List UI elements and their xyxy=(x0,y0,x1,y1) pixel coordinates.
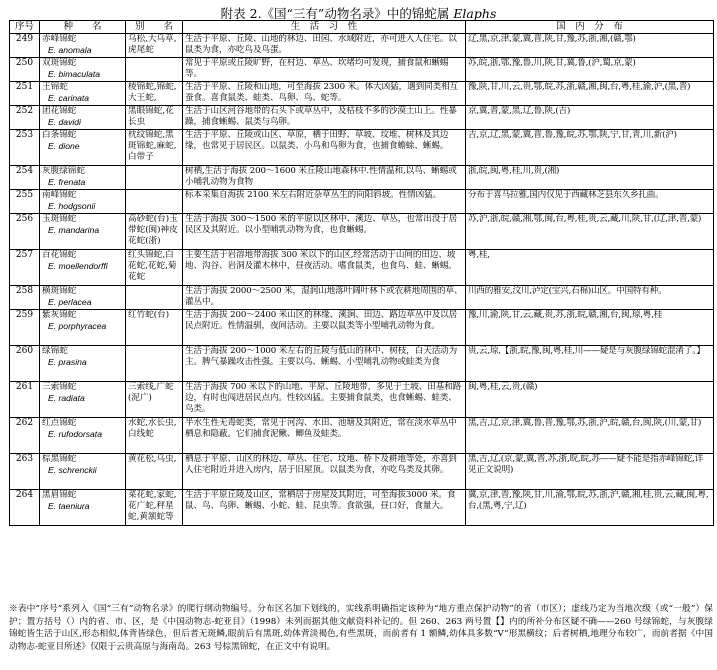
alias-cell xyxy=(126,190,183,214)
species-latin-name: E. mandarina xyxy=(48,225,100,235)
species-latin-name: E. moellendorffi xyxy=(48,261,108,271)
table-row xyxy=(10,346,714,382)
habit-cell: 标本采集自海拔 2100 米左右附近杂草丛生的向阳斜坡。性情凶猛。 xyxy=(183,190,466,214)
habit-cell: 栖息于平原、山区的林边、草丛、住宅、坟地、桥下及耕地等处，亦喜到人住宅附近并进入房内，居于旧屋顶。以鼠类为食，亦吃鸟类及其卵。 xyxy=(183,454,466,490)
row-number: 254 xyxy=(10,166,40,190)
species-latin-name: E. carinata xyxy=(48,93,90,103)
species-chinese-name: 黑眉锦蛇 xyxy=(42,490,77,500)
table-row xyxy=(10,82,714,106)
species-chinese-name: 棕黑锦蛇 xyxy=(42,454,77,464)
table-row xyxy=(10,190,714,214)
distribution-cell: 豫,川,渝,陕,甘,云,藏,贵,苏,浙,皖,赣,湘,台,闽,琼,粤,桂 xyxy=(466,310,714,346)
species-cell xyxy=(40,130,126,166)
table-row xyxy=(10,310,714,346)
habit-cell: 生活于山区河谷地带的石头下或草丛中，及枯枝不多的沙漠土山上。性暴躁，捕食蜥蜴、鼠类与鸟卵。 xyxy=(183,106,466,130)
species-latin-name: E. radiata xyxy=(48,393,85,403)
species-latin-name: E. dione xyxy=(48,141,80,151)
row-number: 256 xyxy=(10,214,40,250)
species-cell xyxy=(40,82,126,106)
row-number: 263 xyxy=(10,454,40,490)
table-header-row xyxy=(10,21,714,34)
row-number: 258 xyxy=(10,286,40,310)
habit-cell: 生活于海拔 200～2400 米山区的林缘、溪涧、田边、路边草丛中及以居民点附近。性情温驯，夜间活动。主要以鼠类等小型哺乳动物为食。 xyxy=(183,310,466,346)
alias-cell: 高砂蛇(台)玉带蛇(闽)神皮花蛇(浙) xyxy=(126,214,183,250)
distribution-cell: 浙,皖,闽,粤,桂,川,贵,(湘) xyxy=(466,166,714,190)
distribution-cell: 贵,云,琼,【浙,皖,豫,闽,粤,桂,川——疑是与灰腹绿锦蛇混淆了。】 xyxy=(466,346,714,382)
table-row xyxy=(10,286,714,310)
alias-cell xyxy=(126,166,183,190)
habit-cell: 生活于平原丘陵及山区，常栖居于房屋及其附近，可至海拔3000 米。食鼠、鸟、鸟卵、蜥蜴、小蛇、蛙、昆虫等。食欲强，昼口好，食量大。 xyxy=(183,490,466,526)
species-latin-name: E. davidi xyxy=(48,117,81,127)
alias-cell: 枕纹锦蛇,黑斑锦蛇,麻蛇,白带子 xyxy=(126,130,183,166)
row-number: 255 xyxy=(10,190,40,214)
alias-cell: 水蛇,水长虫,白线蛇 xyxy=(126,418,183,454)
distribution-cell: 吉,京,辽,黑,蒙,冀,晋,鲁,豫,皖,苏,鄂,陕,宁,甘,青,川,新(沪) xyxy=(466,130,714,166)
species-chinese-name: 紫灰锦蛇 xyxy=(42,310,77,320)
alias-cell: 红头锦蛇,白花蛇,花蛇,菊花蛇 xyxy=(126,250,183,286)
distribution-cell: 苏,皖,浙,鄂,豫,鲁,川,陕,甘,冀,鲁,(沪,蜀,京,蒙) xyxy=(466,58,714,82)
table-row xyxy=(10,34,714,58)
table-row xyxy=(10,490,714,526)
species-table xyxy=(9,20,714,526)
alias-cell: 黑眼锦蛇,花长虫 xyxy=(126,106,183,130)
species-cell xyxy=(40,382,126,418)
habit-cell: 生活于海拔 200～1000 米左右的丘陵与低山的林中、树枝，白天活动为主。脾气暴躁攻击性强。主要以鸟、蜥蜴、小型哺乳动物或蛙类为食 xyxy=(183,346,466,382)
distribution-cell: 川西的雅安,汶川,泸定(宝兴,石棉)山区。中国特有种。 xyxy=(466,286,714,310)
species-latin-name: E. schrenckii xyxy=(48,465,97,475)
species-chinese-name: 玉斑锦蛇 xyxy=(42,214,77,224)
habit-cell: 生活于海拔 2000～2500 米，湿润山地落叶阔叶林下或农耕地周围的草、灌丛中。 xyxy=(183,286,466,310)
header-no: 序号 xyxy=(10,21,40,34)
species-chinese-name: 南峰锦蛇 xyxy=(42,190,77,200)
habit-cell: 常见于平原或丘陵旷野，在村边、草丛、坎堵均可发现，捕食鼠和蜥蜴等。 xyxy=(183,58,466,82)
species-latin-name: E. rufodorsata xyxy=(48,429,102,439)
habit-cell: 生活于平原、丘陵、山地的林边、田园、水域附近，亦可进入人住宅。以鼠类为食，亦吃鸟及鸟蛋。 xyxy=(183,34,466,58)
species-cell xyxy=(40,166,126,190)
alias-cell: 菜花蛇,家蛇,花广蛇,秤星蛇,黄颔蛇等 xyxy=(126,490,183,526)
row-number: 261 xyxy=(10,382,40,418)
alias-cell: 红竹蛇(台) xyxy=(126,310,183,346)
habit-cell: 生活于海拔 700 米以下的山地、平原、丘陵地带，多见于土坡、田基和路边，有时也闯进居民点内。性较凶猛。主要捕食鼠类，也食蜥蜴、蛙类、鸟类。 xyxy=(183,382,466,418)
alias-cell xyxy=(126,58,183,82)
distribution-cell: 苏,沪,浙,皖,赣,湘,鄂,闽,台,粤,桂,贵,云,藏,川,陕,甘,(辽,津,晋,蒙) xyxy=(466,214,714,250)
species-chinese-name: 绿锦蛇 xyxy=(42,346,68,356)
table-row xyxy=(10,454,714,490)
species-chinese-name: 百花锦蛇 xyxy=(42,250,77,260)
header-distribution: 国 内 分 布 xyxy=(466,21,714,34)
table-row xyxy=(10,166,714,190)
distribution-cell: 黑,吉,辽,京,津,冀,鲁,晋,豫,鄂,苏,浙,沪,皖,赣,台,闽,陕,(川,蒙,甘) xyxy=(466,418,714,454)
table-row xyxy=(10,214,714,250)
table-row xyxy=(10,382,714,418)
species-chinese-name: 横斑锦蛇 xyxy=(42,286,77,296)
distribution-cell: 京,冀,晋,蒙,黑,辽,鲁,陕,(吉) xyxy=(466,106,714,130)
table-body xyxy=(10,34,714,526)
row-number: 252 xyxy=(10,106,40,130)
species-cell xyxy=(40,418,126,454)
habit-cell: 半水生性无毒蛇类，常见于河沟、水田、池塘及其附近，常在淡水草丛中栖息和隐蔽。它们捕食泥鳅、鲫鱼及蛙类。 xyxy=(183,418,466,454)
species-cell xyxy=(40,58,126,82)
distribution-cell: 黑,吉,辽,(京,蒙,冀,晋,苏,浙,晥,皖,苏——疑不能是指赤峰锦蛇,详见正文说明) xyxy=(466,454,714,490)
header-alias: 别 名 xyxy=(126,21,183,34)
header-species: 种 名 xyxy=(40,21,126,34)
species-chinese-name: 三索锦蛇 xyxy=(42,382,77,392)
species-cell xyxy=(40,490,126,526)
alias-cell xyxy=(126,286,183,310)
habit-cell: 生活于海拔 300～1500 米的平原以区林中、溪边、草丛，也常出没于居民区及其附近。以小型哺乳动物为食，也食蜥蜴。 xyxy=(183,214,466,250)
species-chinese-name: 双斑锦蛇 xyxy=(42,58,77,68)
habit-cell: 生活于平原、丘陵和山地，可至海拔 2300 米。体大凶猛，遇到同类相互蚕食。喜食鼠类、蛙类、鸟卵、鸟、蛇等。 xyxy=(183,82,466,106)
species-chinese-name: 赤峰锦蛇 xyxy=(42,34,77,44)
species-cell xyxy=(40,250,126,286)
species-cell xyxy=(40,310,126,346)
table-row xyxy=(10,418,714,454)
row-number: 251 xyxy=(10,82,40,106)
species-cell xyxy=(40,106,126,130)
species-cell xyxy=(40,214,126,250)
species-chinese-name: 白条锦蛇 xyxy=(42,130,77,140)
distribution-cell: 辽,黑,京,津,蒙,冀,晋,陕,甘,豫,苏,浙,湘,(赣,鄂) xyxy=(466,34,714,58)
row-number: 260 xyxy=(10,346,40,382)
distribution-cell: 闽,粤,桂,云,贵,(赣) xyxy=(466,382,714,418)
row-number: 257 xyxy=(10,250,40,286)
table-title-main: 附表 2.《国“三有”动物名录》中的锦蛇属 xyxy=(220,6,450,21)
footnote: ※表中“序号”系列入《国“三有”动物名录》的爬行纲动物编号。分布区名加下划线的，实线系明确指定该种为“地方重点保护动物”的省（市区）；虚线乃定为当地次级（或“一般”）保护；置方括号（）内的省、市、区，是《中国动物志-蛇亚目》（1998）未列而据其他文献资料补记的。但 260、263 两号置【】内的所补分布区疑不确——260 号绿锦蛇，与灰腹绿锦蛇皆生活于山区,形态相似,体背皆绿色，但后者无斑鳞,眼前后有黑斑,幼体背淡褐色,有些黑斑，而前者有 1 额鳞,幼体具多数“V”形黑横纹；后者树栖,地理分布较广，而前者据《中国动物志-蛇亚目所述》仅限于云贵高原与海南岛。263 号棕黑锦蛇，在正文中有说明。 xyxy=(9,604,713,652)
row-number: 262 xyxy=(10,418,40,454)
distribution-cell: 分布于喜马拉雅,国内仅见于西藏林芝县东久乡扎曲。 xyxy=(466,190,714,214)
species-latin-name: E. bimaculata xyxy=(48,69,101,79)
table-row xyxy=(10,106,714,130)
row-number: 250 xyxy=(10,58,40,82)
distribution-cell: 冀,京,津,晋,豫,陕,甘,川,渝,鄂,皖,苏,浙,沪,赣,湘,桂,贵,云,藏,闽,粤,台,(黑,粤,宁,辽) xyxy=(466,490,714,526)
row-number: 264 xyxy=(10,490,40,526)
habit-cell: 生活于平原、丘陵或山区、草原，栖于田野、草坡、坟堆、树林及其边缘，也常见于居民区。以鼠类、小鸟和鸟卵为食，也捕食蟾蜍、蜥蜴。 xyxy=(183,130,466,166)
species-chinese-name: 红点锦蛇 xyxy=(42,418,77,428)
species-cell xyxy=(40,346,126,382)
species-latin-name: E. perlacea xyxy=(48,297,92,307)
distribution-cell: 粤,桂, xyxy=(466,250,714,286)
alias-cell: 黄花松,乌虫, xyxy=(126,454,183,490)
habit-cell: 树栖,生活于海拔 200～1600 米丘陵山地森林中.性情温和,以鸟、蜥蜴或小哺乳动物为食物 xyxy=(183,166,466,190)
species-latin-name: E. anomala xyxy=(48,45,92,55)
alias-cell xyxy=(126,346,183,382)
table-title-latin: Elaphs xyxy=(453,6,497,21)
row-number: 253 xyxy=(10,130,40,166)
alias-cell: 棱锦蛇,锦蛇,大王蛇, xyxy=(126,82,183,106)
table-row xyxy=(10,58,714,82)
species-latin-name: E. taeniura xyxy=(48,501,90,511)
species-chinese-name: 灰腹绿锦蛇 xyxy=(42,166,85,176)
row-number: 259 xyxy=(10,310,40,346)
table-row xyxy=(10,130,714,166)
species-latin-name: E. porphyracea xyxy=(48,321,107,331)
species-latin-name: E. prasina xyxy=(48,357,87,367)
alias-cell: 乌松,大乌草,虎尾蛇 xyxy=(126,34,183,58)
distribution-cell: 豫,陕,甘,川,云,贵,鄂,皖,苏,浙,赣,湘,闽,台,粤,桂,渝,沪,(黑,晋) xyxy=(466,82,714,106)
alias-cell: 三索线,广蛇(泥广) xyxy=(126,382,183,418)
header-habit: 生 活 习 性 xyxy=(183,21,466,34)
species-cell xyxy=(40,190,126,214)
species-chinese-name: 团花锦蛇 xyxy=(42,106,77,116)
habit-cell: 主要生活于岩溶地带海拔 300 米以下的山区,经常活动于山间的田边、坡地、沟谷、岩洞及灌木林中，昼夜活动。嗜食鼠类，也食鸟、蛙、蜥蜴。 xyxy=(183,250,466,286)
table-row xyxy=(10,250,714,286)
species-latin-name: E. frenata xyxy=(48,177,86,187)
species-cell xyxy=(40,286,126,310)
species-chinese-name: 王锦蛇 xyxy=(42,82,68,92)
species-cell xyxy=(40,454,126,490)
row-number: 249 xyxy=(10,34,40,58)
species-cell xyxy=(40,34,126,58)
species-latin-name: E. hodgsonii xyxy=(48,201,96,211)
